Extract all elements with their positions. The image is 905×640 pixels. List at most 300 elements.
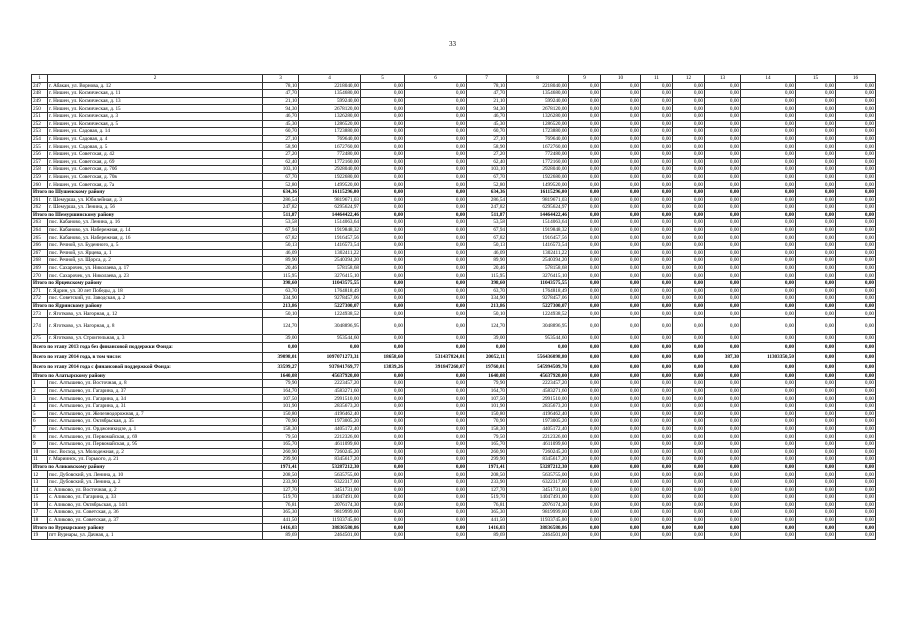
value-cell: 0,00	[705, 120, 741, 128]
value-cell: 0,00	[673, 501, 705, 509]
value-cell: 0,00	[641, 196, 673, 204]
value-cell: 0,00	[741, 264, 796, 272]
value-cell: 0,00	[705, 387, 741, 395]
value-cell: 0,00	[705, 82, 741, 90]
value-cell: 0,00	[673, 105, 705, 113]
value-cell: 0,00	[673, 135, 705, 143]
total-cell: 0,00	[673, 211, 705, 219]
total-cell: 0,00	[741, 463, 796, 471]
value-cell: 0,00	[569, 226, 601, 234]
table-row	[32, 532, 876, 540]
value-cell: 0,00	[601, 97, 641, 105]
value-cell: 365,30	[467, 509, 507, 517]
total-cell: 0,00	[361, 211, 405, 219]
total-cell: 0,00	[361, 188, 405, 196]
column-number: 1	[32, 75, 48, 83]
total-cell: 0,00	[741, 280, 796, 288]
value-cell: 0,00	[796, 105, 836, 113]
row-number: 263	[32, 219, 48, 227]
address-cell: пос. Кабаново, ул. Набережная, д. 14	[48, 226, 263, 234]
value-cell: 1723880,00	[507, 128, 569, 136]
value-cell: 0,00	[641, 478, 673, 486]
value-cell: 0,00	[796, 310, 836, 318]
value-cell: 2540394,20	[299, 257, 361, 265]
value-cell: 0,00	[405, 387, 467, 395]
value-cell: 0,00	[673, 128, 705, 136]
total-cell: 634,36	[467, 188, 507, 196]
value-cell: 0,00	[601, 335, 641, 343]
value-cell: 0,00	[836, 387, 876, 395]
value-cell: 0,00	[836, 120, 876, 128]
total-cell: 0,00	[673, 463, 705, 471]
value-cell: 0,00	[405, 501, 467, 509]
value-cell: 0,00	[836, 380, 876, 388]
value-cell: 2991510,00	[507, 395, 569, 403]
value-cell: 0,00	[673, 264, 705, 272]
table-row	[32, 380, 876, 388]
value-cell: 39,00	[263, 335, 299, 343]
value-cell: 0,00	[741, 158, 796, 166]
value-cell: 6322317,00	[507, 478, 569, 486]
total-cell: 14464422,46	[507, 211, 569, 219]
value-cell: 0,00	[673, 97, 705, 105]
value-cell: 0,00	[796, 448, 836, 456]
value-cell: 1416573,54	[507, 242, 569, 250]
column-number: 4	[299, 75, 361, 83]
table-row	[32, 448, 876, 456]
total-cell: 0,00	[705, 188, 741, 196]
value-cell: 0,00	[405, 402, 467, 410]
value-cell: 286,54	[263, 196, 299, 204]
total-cell: 0,00	[361, 463, 405, 471]
value-cell: 47,70	[263, 90, 299, 98]
address-cell: г. Нишен, ул. Космическая, д. 11	[48, 90, 263, 98]
total-cell: 0,00	[641, 463, 673, 471]
value-cell: 2223457,20	[507, 380, 569, 388]
address-cell: пос. Алтышево, ул. Железнодорожная, д. 7	[48, 410, 263, 418]
value-cell: 0,00	[601, 433, 641, 441]
value-cell: 0,00	[405, 395, 467, 403]
value-cell: 0,00	[705, 158, 741, 166]
column-number-row	[32, 75, 876, 83]
total-cell: 20052,11	[467, 352, 507, 362]
value-cell: 0,00	[741, 196, 796, 204]
value-cell: 0,00	[641, 532, 673, 540]
value-cell: 0,00	[673, 425, 705, 433]
value-cell: 0,00	[705, 150, 741, 158]
value-cell: 0,00	[796, 380, 836, 388]
value-cell: 0,00	[601, 516, 641, 524]
value-cell: 0,00	[405, 82, 467, 90]
value-cell: 1772160,00	[299, 158, 361, 166]
value-cell: 0,00	[641, 135, 673, 143]
value-cell: 0,00	[601, 486, 641, 494]
row-number: 258	[32, 166, 48, 174]
row-number: 11	[32, 456, 48, 464]
address-cell: пос. Алтышево, ул. Гагарина, д. 37	[48, 387, 263, 395]
value-cell: 0,00	[673, 402, 705, 410]
value-cell: 0,00	[641, 112, 673, 120]
value-cell: 0,00	[569, 532, 601, 540]
total-cell: 387,30	[705, 352, 741, 362]
value-cell: 0,00	[741, 425, 796, 433]
address-cell: г. Яготково, ул. Нагорная, д. 12	[48, 310, 263, 318]
value-cell: 45,30	[263, 120, 299, 128]
total-label: Итого по Алатырскому району	[32, 372, 263, 380]
value-cell: 0,00	[836, 532, 876, 540]
value-cell: 769640,00	[507, 135, 569, 143]
value-cell: 0,00	[569, 82, 601, 90]
value-cell: 1326280,00	[299, 112, 361, 120]
value-cell: 0,00	[741, 478, 796, 486]
value-cell: 0,00	[601, 295, 641, 303]
value-cell: 0,00	[741, 287, 796, 295]
row-number: 262	[32, 204, 48, 212]
value-cell: 7260245,20	[507, 448, 569, 456]
total-cell: 0,00	[361, 302, 405, 310]
address-cell: г. Абакан, ул. Ворнова, д. 12	[48, 82, 263, 90]
value-cell: 0,00	[641, 158, 673, 166]
address-cell: г. Нишен, ул. Советская, д. 42	[48, 150, 263, 158]
value-cell: 247,82	[263, 204, 299, 212]
value-cell: 0,00	[569, 135, 601, 143]
value-cell: 0,00	[796, 181, 836, 189]
total-cell: 45637920,00	[299, 372, 361, 380]
value-cell: 0,00	[741, 82, 796, 90]
value-cell: 0,00	[741, 242, 796, 250]
value-cell: 0,00	[361, 287, 405, 295]
value-cell: 0,00	[796, 173, 836, 181]
value-cell: 0,00	[705, 456, 741, 464]
value-cell: 0,00	[796, 425, 836, 433]
value-cell: 0,00	[796, 516, 836, 524]
total-cell: 0,00	[641, 362, 673, 372]
value-cell: 1514063,64	[507, 219, 569, 227]
value-cell: 0,00	[569, 272, 601, 280]
total-cell: 0,00	[796, 342, 836, 352]
total-cell: 0,00	[796, 524, 836, 532]
value-cell: 0,00	[361, 387, 405, 395]
row-number: 15	[32, 494, 48, 502]
value-cell: 0,00	[705, 433, 741, 441]
value-cell: 0,00	[601, 150, 641, 158]
total-cell: 0,00	[601, 280, 641, 288]
column-number: 2	[48, 75, 263, 83]
value-cell: 0,00	[741, 219, 796, 227]
value-cell: 0,00	[569, 471, 601, 479]
value-cell: 0,00	[361, 150, 405, 158]
row-number: 248	[32, 90, 48, 98]
value-cell: 0,00	[405, 478, 467, 486]
grand-total-row	[32, 362, 876, 372]
value-cell: 0,00	[569, 257, 601, 265]
value-cell: 0,00	[569, 418, 601, 426]
value-cell: 0,00	[361, 418, 405, 426]
value-cell: 0,00	[705, 418, 741, 426]
row-number: 272	[32, 295, 48, 303]
value-cell: 0,00	[836, 410, 876, 418]
row-number: 13	[32, 478, 48, 486]
value-cell: 1354680,00	[299, 90, 361, 98]
value-cell: 0,00	[601, 264, 641, 272]
value-cell: 299,90	[263, 456, 299, 464]
value-cell: 0,00	[705, 166, 741, 174]
address-cell: г. Мариинск, ул. Горького, д. 21	[48, 456, 263, 464]
value-cell: 101,90	[263, 402, 299, 410]
total-cell: 11043575,55	[507, 280, 569, 288]
value-cell: 0,00	[836, 264, 876, 272]
value-cell: 0,00	[673, 112, 705, 120]
total-label: Всего по этапу 2014 года, в том числе:	[32, 352, 263, 362]
table-row	[32, 395, 876, 403]
value-cell: 0,00	[796, 433, 836, 441]
value-cell: 0,00	[836, 448, 876, 456]
value-cell: 0,00	[796, 128, 836, 136]
value-cell: 158,30	[467, 425, 507, 433]
address-cell: пос. Речной, ул. Ярцева, д. 1	[48, 249, 263, 257]
column-number: 3	[263, 75, 299, 83]
value-cell: 0,00	[796, 295, 836, 303]
value-cell: 0,00	[796, 112, 836, 120]
value-cell: 0,00	[641, 456, 673, 464]
total-cell: 0,00	[299, 342, 361, 352]
value-cell: 0,00	[405, 158, 467, 166]
total-cell: 0,00	[796, 362, 836, 372]
value-cell: 0,00	[673, 242, 705, 250]
value-cell: 1302411,22	[507, 249, 569, 257]
value-cell: 0,00	[569, 287, 601, 295]
table-row	[32, 272, 876, 280]
value-cell: 0,00	[405, 135, 467, 143]
value-cell: 0,00	[601, 425, 641, 433]
value-cell: 50,10	[263, 310, 299, 318]
value-cell: 1919848,32	[507, 226, 569, 234]
value-cell: 0,00	[601, 82, 641, 90]
value-cell: 0,00	[405, 380, 467, 388]
row-number: 256	[32, 150, 48, 158]
value-cell: 0,00	[741, 249, 796, 257]
value-cell: 0,00	[361, 135, 405, 143]
value-cell: 0,00	[361, 226, 405, 234]
address-cell: пос. Речной, ул. Буденного, д. 5	[48, 242, 263, 250]
value-cell: 0,00	[836, 402, 876, 410]
value-cell: 0,00	[601, 234, 641, 242]
value-cell: 4583271,60	[507, 387, 569, 395]
value-cell: 441,50	[263, 516, 299, 524]
address-cell: г. Шемурша, ул. Ленина, д. 56	[48, 204, 263, 212]
table-row	[32, 226, 876, 234]
value-cell: 0,00	[796, 257, 836, 265]
value-cell: 1919848,32	[299, 226, 361, 234]
value-cell: 0,00	[641, 471, 673, 479]
total-cell: 5227300,07	[507, 302, 569, 310]
total-cell: 1097071273,31	[299, 352, 361, 362]
value-cell: 52,80	[467, 181, 507, 189]
value-cell: 14047491,00	[299, 494, 361, 502]
address-cell: г. Яготково, ул. Строительная, д. 3	[48, 335, 263, 343]
row-number: 275	[32, 335, 48, 343]
value-cell: 0,00	[836, 105, 876, 113]
value-cell: 0,00	[741, 90, 796, 98]
value-cell: 365,30	[263, 509, 299, 517]
value-cell: 0,00	[405, 219, 467, 227]
value-cell: 89,90	[467, 257, 507, 265]
value-cell: 14047491,00	[507, 494, 569, 502]
value-cell: 0,00	[601, 402, 641, 410]
value-cell: 0,00	[705, 196, 741, 204]
value-cell: 0,00	[641, 257, 673, 265]
row-number: 5	[32, 410, 48, 418]
value-cell: 0,00	[601, 494, 641, 502]
value-cell: 0,00	[796, 418, 836, 426]
address-cell: пос. Дубовский, ул. Ленина, д. 10	[48, 471, 263, 479]
value-cell: 0,00	[836, 219, 876, 227]
value-cell: 0,00	[361, 82, 405, 90]
row-number: 12	[32, 471, 48, 479]
value-cell: 0,00	[641, 82, 673, 90]
value-cell: 0,00	[673, 226, 705, 234]
value-cell: 0,00	[836, 143, 876, 151]
value-cell: 0,00	[361, 478, 405, 486]
value-cell: 1514063,64	[299, 219, 361, 227]
value-cell: 1764818,49	[507, 287, 569, 295]
value-cell: 0,00	[836, 456, 876, 464]
value-cell: 1973005,20	[299, 418, 361, 426]
value-cell: 0,00	[705, 181, 741, 189]
row-number: 7	[32, 425, 48, 433]
total-cell: 0,00	[836, 524, 876, 532]
value-cell: 299,90	[467, 456, 507, 464]
value-cell: 0,00	[601, 166, 641, 174]
value-cell: 0,00	[569, 242, 601, 250]
value-cell: 0,00	[796, 150, 836, 158]
value-cell: 0,00	[361, 448, 405, 456]
value-cell: 0,00	[796, 120, 836, 128]
value-cell: 76,81	[263, 501, 299, 509]
value-cell: 0,00	[705, 295, 741, 303]
value-cell: 9278457,06	[299, 295, 361, 303]
value-cell: 334,90	[263, 295, 299, 303]
value-cell: 0,00	[796, 196, 836, 204]
value-cell: 2218040,00	[299, 82, 361, 90]
total-cell: 0,00	[467, 342, 507, 352]
value-cell: 0,00	[641, 418, 673, 426]
value-cell: 0,00	[405, 440, 467, 448]
value-cell: 0,00	[405, 150, 467, 158]
value-cell: 0,00	[569, 395, 601, 403]
value-cell: 1922680,00	[299, 173, 361, 181]
value-cell: 0,00	[796, 335, 836, 343]
value-cell: 0,00	[705, 264, 741, 272]
value-cell: 67,94	[467, 226, 507, 234]
value-cell: 1916457,56	[507, 234, 569, 242]
value-cell: 0,00	[796, 135, 836, 143]
value-cell: 0,00	[796, 166, 836, 174]
value-cell: 953544,60	[507, 335, 569, 343]
value-cell: 0,00	[741, 486, 796, 494]
row-number: 268	[32, 257, 48, 265]
total-cell: 0,00	[641, 302, 673, 310]
row-number: 261	[32, 196, 48, 204]
value-cell: 0,00	[641, 219, 673, 227]
value-cell: 0,00	[601, 310, 641, 318]
row-number: 273	[32, 310, 48, 318]
table-row	[32, 494, 876, 502]
value-cell: 78,10	[263, 82, 299, 90]
value-cell: 8345617,20	[507, 456, 569, 464]
total-cell: 53287212,30	[299, 463, 361, 471]
value-cell: 0,00	[705, 105, 741, 113]
value-cell: 0,00	[705, 204, 741, 212]
row-number: 267	[32, 249, 48, 257]
address-cell: г. Нишен, ул. Садовая, д. 5	[48, 143, 263, 151]
row-number: 9	[32, 440, 48, 448]
total-label: Итого по Аликовскому району	[32, 463, 263, 471]
value-cell: 0,00	[705, 410, 741, 418]
value-cell: 0,00	[601, 143, 641, 151]
total-cell: 0,00	[405, 463, 467, 471]
value-cell: 0,00	[673, 387, 705, 395]
value-cell: 0,00	[741, 120, 796, 128]
value-cell: 0,00	[569, 448, 601, 456]
value-cell: 0,00	[836, 128, 876, 136]
row-number: 264	[32, 226, 48, 234]
table-row	[32, 310, 876, 318]
value-cell: 0,00	[673, 471, 705, 479]
value-cell: 0,00	[741, 456, 796, 464]
value-cell: 0,00	[641, 295, 673, 303]
value-cell: 0,00	[836, 173, 876, 181]
total-cell: 0,00	[796, 372, 836, 380]
value-cell: 67,70	[467, 173, 507, 181]
value-cell: 0,00	[836, 509, 876, 517]
value-cell: 0,00	[705, 97, 741, 105]
value-cell: 1973005,20	[507, 418, 569, 426]
value-cell: 578158,68	[507, 264, 569, 272]
value-cell: 0,00	[796, 143, 836, 151]
value-cell: 0,00	[641, 380, 673, 388]
value-cell: 0,00	[741, 257, 796, 265]
total-cell: 5227300,07	[299, 302, 361, 310]
value-cell: 0,00	[741, 234, 796, 242]
value-cell: 0,00	[641, 249, 673, 257]
value-cell: 0,00	[361, 173, 405, 181]
row-number: 10	[32, 448, 48, 456]
value-cell: 0,00	[741, 440, 796, 448]
value-cell: 150,80	[263, 410, 299, 418]
value-cell: 0,00	[361, 425, 405, 433]
value-cell: 0,00	[361, 90, 405, 98]
total-cell: 0,00	[569, 342, 601, 352]
value-cell: 46,70	[467, 112, 507, 120]
total-cell: 39098,01	[263, 352, 299, 362]
value-cell: 0,00	[705, 287, 741, 295]
total-cell: 556436098,80	[507, 352, 569, 362]
value-cell: 0,00	[405, 509, 467, 517]
total-cell: 0,00	[796, 302, 836, 310]
total-cell: 511,87	[263, 211, 299, 219]
table-row	[32, 471, 876, 479]
total-cell: 0,00	[405, 211, 467, 219]
value-cell: 0,00	[796, 410, 836, 418]
value-cell: 1922680,00	[507, 173, 569, 181]
value-cell: 0,00	[601, 380, 641, 388]
value-cell: 0,00	[641, 387, 673, 395]
value-cell: 27,10	[263, 135, 299, 143]
address-cell: пос. Советский, ул. Заводская, д. 2	[48, 295, 263, 303]
row-number: 271	[32, 287, 48, 295]
value-cell: 2076174,30	[507, 501, 569, 509]
